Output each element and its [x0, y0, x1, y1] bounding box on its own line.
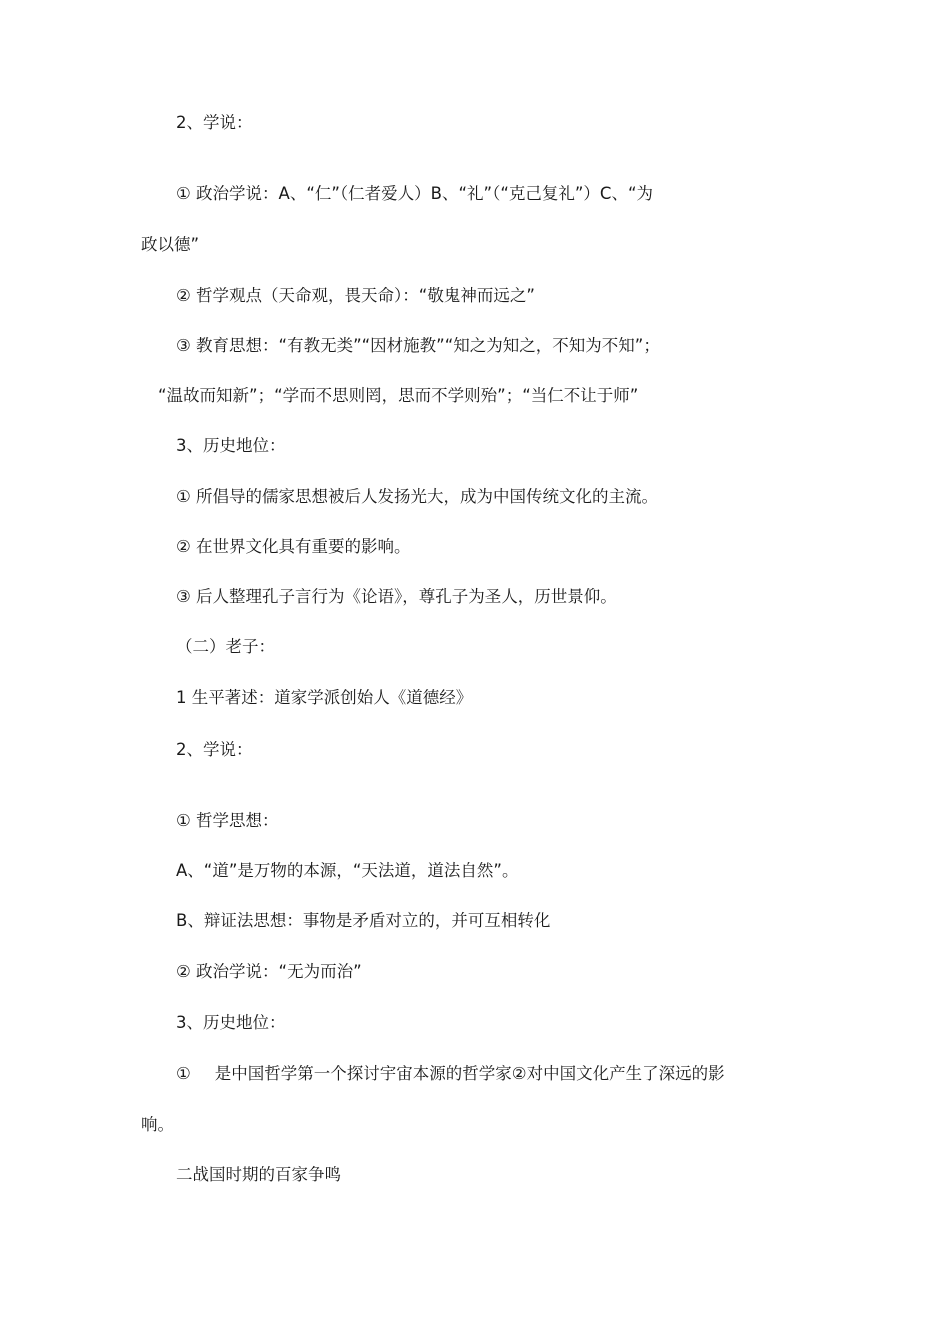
laozi-dao-item: A、“道”是万物的本源，“天法道，道法自然”。 — [176, 861, 519, 880]
status-item-1: ① 所倡导的儒家思想被后人发扬光大，成为中国传统文化的主流。 — [176, 487, 659, 506]
section-heading-laozi: （二）老子： — [176, 637, 275, 656]
laozi-status-line-1 — [176, 1063, 725, 1085]
laozi-dialectics-item: B、辩证法思想：事物是矛盾对立的，并可互相转化 — [176, 911, 551, 930]
status-item-3: ③ 后人整理孔子言行为《论语》，尊孔子为圣人，历世景仰。 — [176, 587, 617, 606]
laozi-heading-status: 3、历史地位： — [176, 1013, 286, 1032]
doctrine-philosophy: ② 哲学观点（天命观，畏天命）：“敬鬼神而远之” — [176, 286, 535, 305]
doctrine-politics-line-1: ① 政治学说：A、“仁”（仁者爱人）B、“礼”（“克己复礼”）C、“为 — [176, 184, 654, 203]
doctrine-education-line-2: “温故而知新”；“学而不思则罔，思而不学则殆”；“当仁不让于师” — [158, 386, 639, 405]
section-heading-status: 3、历史地位： — [176, 436, 286, 455]
status-item-2: ② 在世界文化具有重要的影响。 — [176, 537, 411, 556]
laozi-philosophy-heading: ① 哲学思想： — [176, 811, 279, 830]
section-heading-doctrine: 2、学说： — [176, 113, 253, 132]
laozi-biography: 1 生平著述：道家学派创始人《道德经》 — [176, 688, 473, 707]
laozi-status-text: 是中国哲学第一个探讨宇宙本源的哲学家②对中国文化产生了深远的影 — [214, 1064, 725, 1083]
laozi-status-line-2: 响。 — [141, 1115, 174, 1134]
doctrine-politics-line-2: 政以德” — [141, 235, 200, 254]
laozi-heading-doctrine: 2、学说： — [176, 740, 253, 759]
section-heading-warring-states: 二战国时期的百家争鸣 — [176, 1165, 341, 1184]
laozi-politics: ② 政治学说：“无为而治” — [176, 962, 362, 981]
doctrine-education-line-1: ③ 教育思想：“有教无类”“因材施教”“知之为知之，不知为不知”； — [176, 336, 660, 355]
circled-number-marker: ① — [176, 1064, 191, 1083]
